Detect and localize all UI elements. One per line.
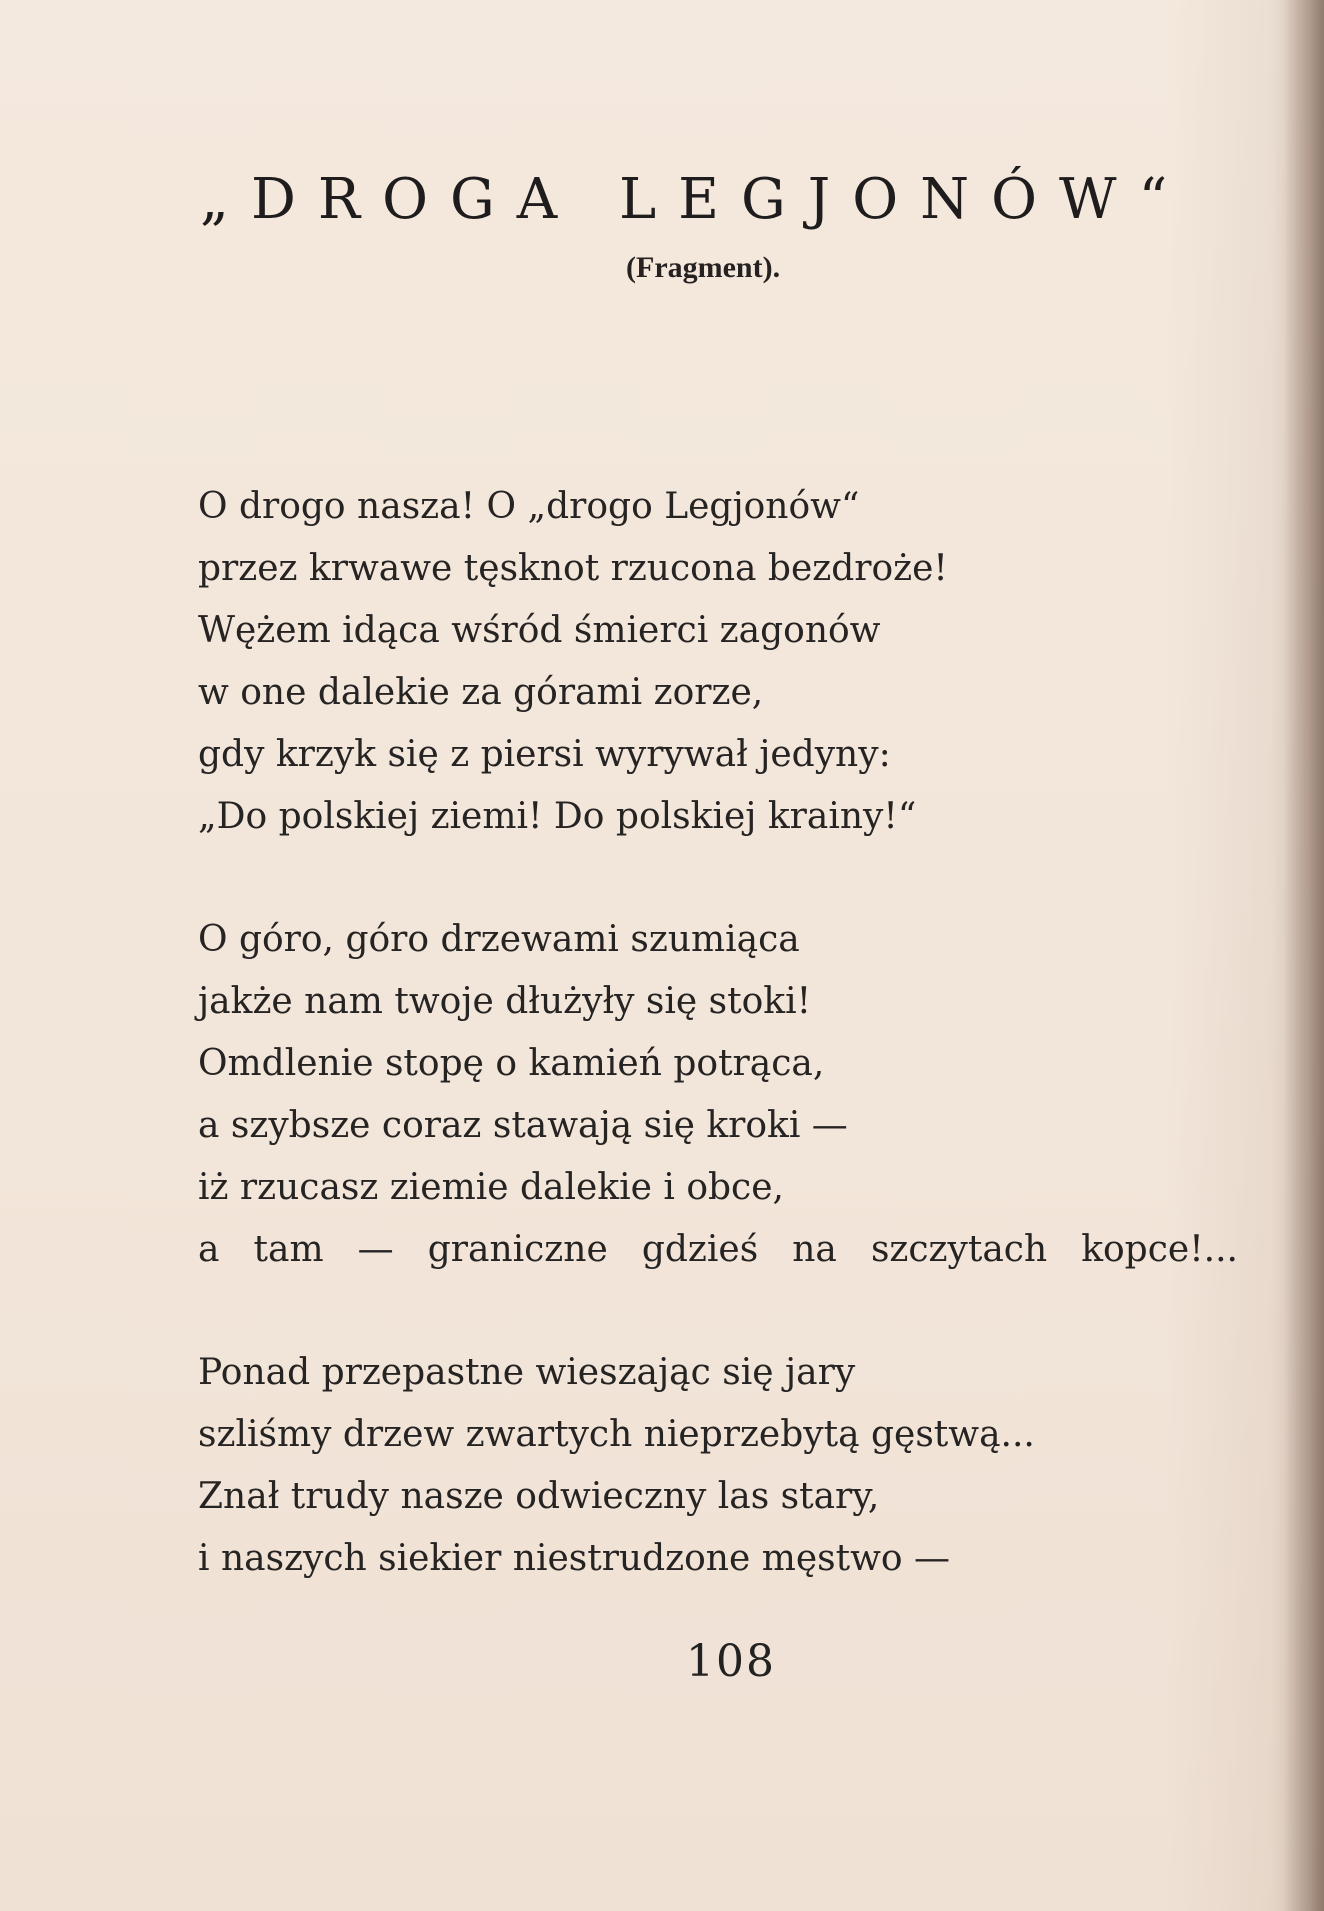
poem-line: w one dalekie za górami zorze, bbox=[198, 672, 764, 713]
stanza-3 bbox=[198, 1342, 1258, 1590]
stanza-2 bbox=[198, 909, 1258, 1281]
poem-line: i naszych siekier niestrudzone męstwo — bbox=[198, 1538, 951, 1579]
poem-line: „Do polskiej ziemi! Do polskiej krainy!“ bbox=[198, 796, 917, 837]
poem-body bbox=[198, 476, 1258, 1590]
page-number: 108 bbox=[686, 1636, 776, 1687]
poem-line: O drogo nasza! O „drogo Legjonów“ bbox=[198, 486, 860, 527]
page-gutter-shadow bbox=[1284, 0, 1324, 1911]
poem-line: O góro, góro drzewami szumiąca bbox=[198, 919, 800, 960]
poem-line: jakże nam twoje dłużyły się stoki! bbox=[198, 981, 812, 1022]
poem-line: Ponad przepastne wieszając się jary bbox=[198, 1352, 856, 1393]
poem-line: Omdlenie stopę o kamień potrąca, bbox=[198, 1043, 825, 1084]
poem-subtitle: (Fragment). bbox=[626, 251, 781, 284]
stanza-1 bbox=[198, 476, 1258, 848]
poem-line: a szybsze coraz stawają się kroki — bbox=[198, 1105, 848, 1146]
poem-title: „DROGA LEGJONÓW“ bbox=[200, 167, 1190, 232]
poem-line: przez krwawe tęsknot rzucona bezdroże! bbox=[198, 548, 948, 589]
poem-line: gdy krzyk się z piersi wyrywał jedyny: bbox=[198, 734, 891, 775]
poem-line: iż rzucasz ziemie dalekie i obce, bbox=[198, 1167, 784, 1208]
poem-line: Znał trudy nasze odwieczny las stary, bbox=[198, 1476, 880, 1517]
poem-line: Wężem idąca wśród śmierci zagonów bbox=[198, 610, 881, 651]
poem-line: szliśmy drzew zwartych nieprzebytą gęstwą... bbox=[198, 1414, 1035, 1455]
poem-line: a tam — graniczne gdzieś na szczytach kopce!... bbox=[198, 1229, 1238, 1270]
